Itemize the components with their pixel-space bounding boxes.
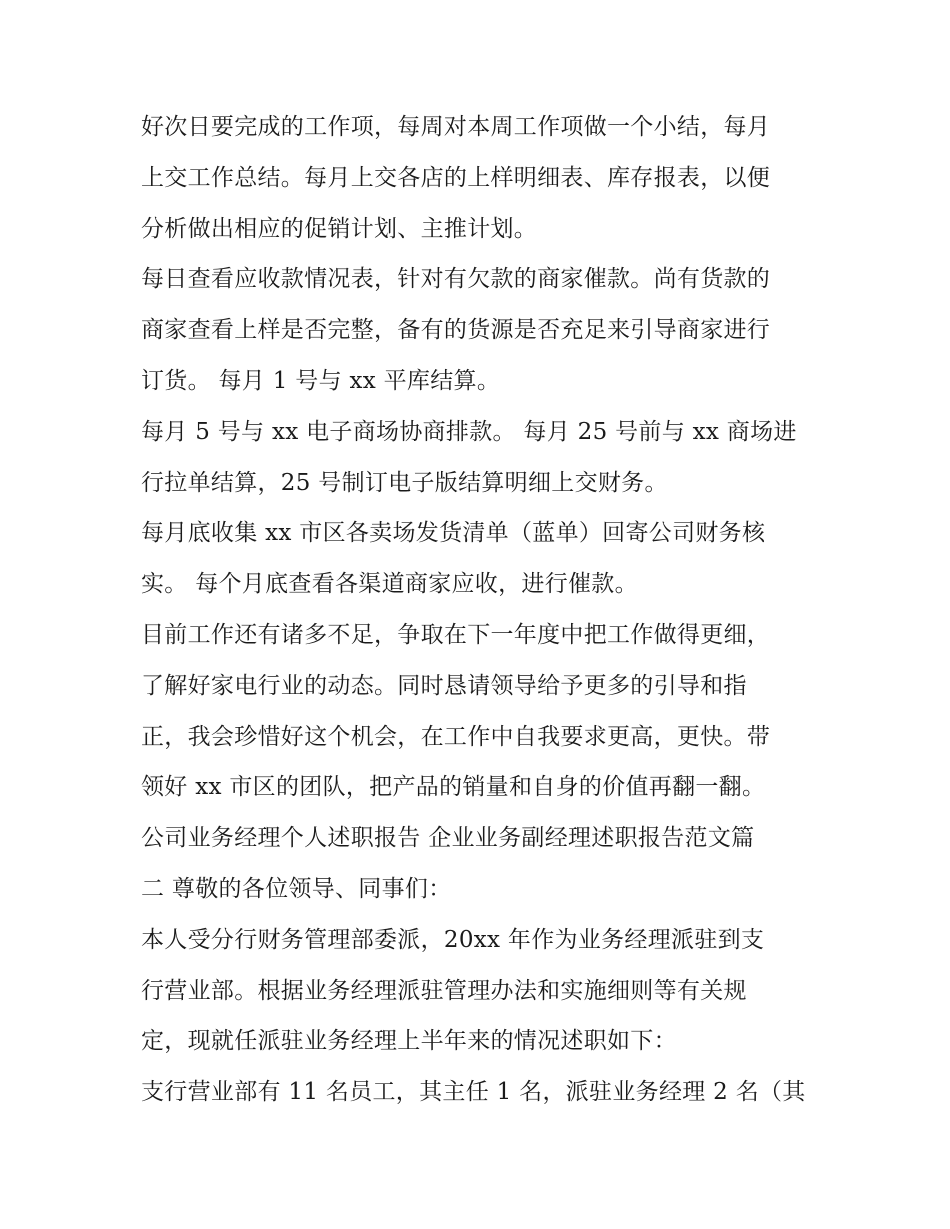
text-line: 二 尊敬的各位领导、同事们： — [141, 875, 452, 902]
text-line: 每月底收集 xx 市区各卖场发货清单（蓝单）回寄公司财务核 — [141, 520, 766, 547]
text-line: 了解好家电行业的动态。同时恳请领导给予更多的引导和指 — [141, 672, 747, 699]
text-line: 本人受分行财务管理部委派，20xx 年作为业务经理派驻到支 — [141, 926, 765, 953]
text-line: 支行营业部有 11 名员工，其主任 1 名，派驻业务经理 2 名（其 — [141, 1079, 806, 1106]
text-line: 好次日要完成的工作项，每周对本周工作项做一个小结，每月 — [141, 114, 771, 140]
text-line: 上交工作总结。每月上交各店的上样明细表、库存报表，以便 — [141, 164, 771, 191]
text-line: 商家查看上样是否完整，备有的货源是否充足来引导商家进行 — [141, 317, 771, 344]
text-line: 分析做出相应的促销计划、主推计划。 — [141, 215, 538, 242]
text-line: 订货。 每月 1 号与 xx 平库结算。 — [141, 367, 501, 394]
text-line: 公司业务经理个人述职报告 企业业务副经理述职报告范文篇 — [141, 825, 755, 852]
text-line: 正，我会珍惜好这个机会，在工作中自我要求更高，更快。带 — [141, 723, 771, 750]
document-body — [141, 102, 821, 1118]
text-line: 领好 xx 市区的团队，把产品的销量和自身的价值再翻一翻。 — [141, 774, 766, 801]
text-line: 定，现就任派驻业务经理上半年来的情况述职如下： — [141, 1028, 677, 1055]
text-line: 每日查看应收款情况表，针对有欠款的商家催款。尚有货款的 — [141, 266, 771, 293]
text-line: 实。 每个月底查看各渠道商家应收，进行催款。 — [141, 571, 638, 598]
text-line: 行拉单结算，25 号制订电子版结算明细上交财务。 — [141, 469, 668, 496]
text-line: 行营业部。根据业务经理派驻管理办法和实施细则等有关规 — [141, 977, 747, 1004]
text-line: 每月 5 号与 xx 电子商场协商排款。 每月 25 号前与 xx 商场进 — [141, 418, 797, 445]
text-line: 目前工作还有诸多不足，争取在下一年度中把工作做得更细， — [141, 621, 771, 648]
